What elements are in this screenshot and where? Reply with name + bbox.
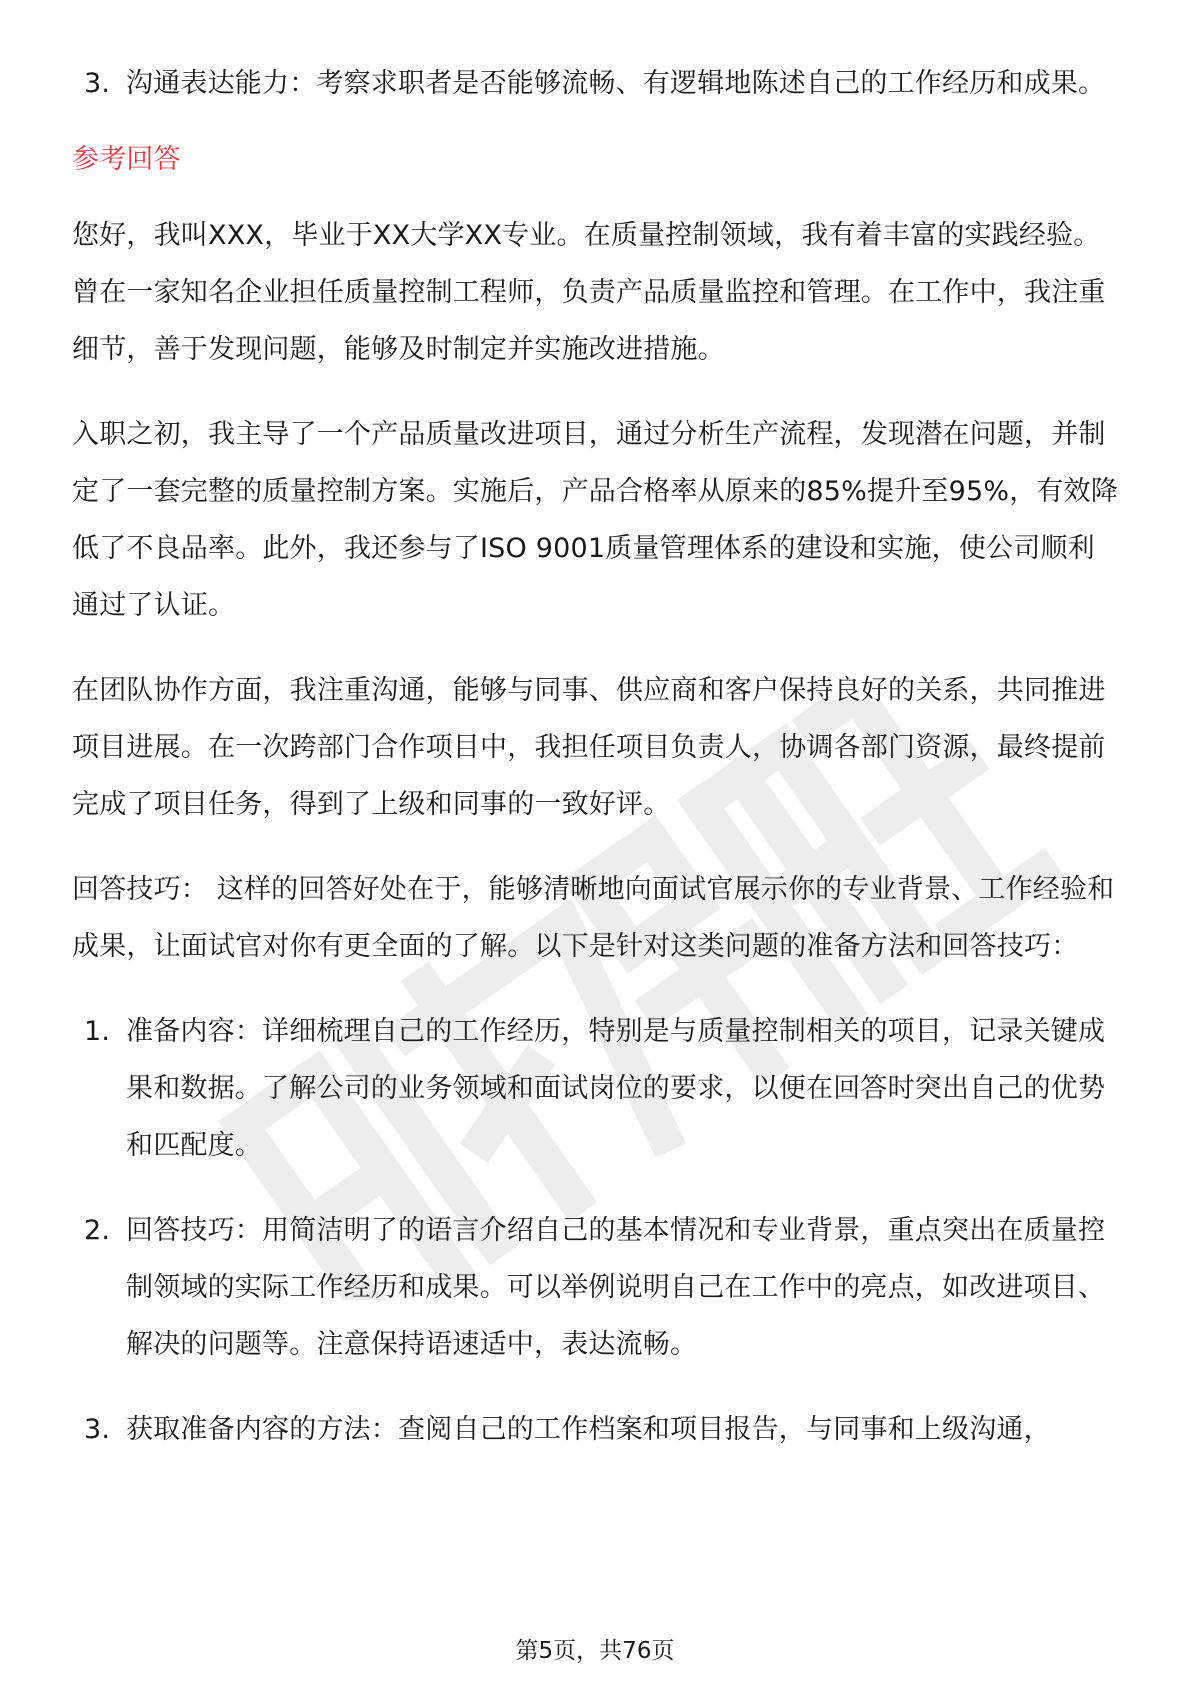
list-item-text: 获取准备内容的方法：查阅自己的工作档案和项目报告，与同事和上级沟通，: [126, 1414, 1051, 1445]
list-number: 3.: [84, 1414, 111, 1445]
paragraph: 回答技巧： 这样的回答好处在于，能够清晰地向面试官展示你的专业背景、工作经验和成果，让面试官对你有更全面的了解。以下是针对这类问题的准备方法和回答技巧：: [72, 874, 1115, 962]
list-number: 3.: [84, 68, 111, 99]
content-body: [72, 55, 1122, 1486]
section-heading: 参考回答: [72, 144, 181, 175]
paragraph: 您好，我叫XXX，毕业于XX大学XX专业。在质量控制领域，我有着丰富的实践经验。曾在一家知名企业担任质量控制工程师，负责产品质量监控和管理。在工作中，我注重细节，善于发现问题，能够及时制定并实施改进措施。: [72, 220, 1106, 365]
page-footer: 第5页，共76页: [515, 1638, 675, 1664]
list-item-text: 准备内容：详细梳理自己的工作经历，特别是与质量控制相关的项目，记录关键成果和数据。了解公司的业务领域和面试岗位的要求，以便在回答时突出自己的优势和匹配度。: [126, 1016, 1106, 1161]
list-item: [72, 1003, 1122, 1174]
paragraph: 在团队协作方面，我注重沟通，能够与同事、供应商和客户保持良好的关系，共同推进项目进展。在一次跨部门合作项目中，我担任项目负责人，协调各部门资源，最终提前完成了项目任务，得到了上级和同事的一致好评。: [72, 675, 1106, 820]
list-item-text: 沟通表达能力：考察求职者是否能够流畅、有逻辑地陈述自己的工作经历和成果。: [126, 68, 1106, 99]
paragraph: 入职之初，我主导了一个产品质量改进项目，通过分析生产流程，发现潜在问题，并制定了一套完整的质量控制方案。实施后，产品合格率从原来的85%提升至95%，有效降低了不良品率。此外，我还参与了ISO 9001质量管理体系的建设和实施，使公司顺利通过了认证。: [72, 419, 1119, 621]
list-number: 2.: [84, 1215, 111, 1246]
list-item: [72, 1202, 1122, 1373]
ordered-list: [72, 1003, 1122, 1458]
list-item: [72, 55, 1122, 112]
list-number: 1.: [84, 1016, 111, 1047]
list-item: [72, 1401, 1122, 1458]
list-item-text: 回答技巧：用简洁明了的语言介绍自己的基本情况和专业背景，重点突出在质量控制领域的实际工作经历和成果。可以举例说明自己在工作中的亮点，如改进项目、解决的问题等。注意保持语速适中，表达流畅。: [126, 1215, 1106, 1360]
